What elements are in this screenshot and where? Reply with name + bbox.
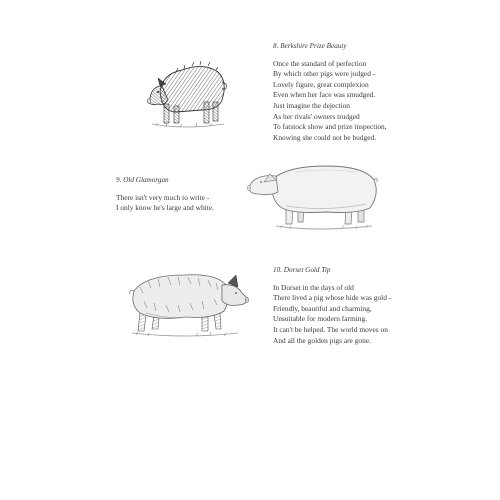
poem-line: It can't be helped. The world moves on xyxy=(273,324,388,334)
poem-line: Just imagine the dejection xyxy=(273,100,350,110)
poem-berkshire-prize-beauty xyxy=(273,41,387,143)
berkshire-pig-icon xyxy=(146,52,230,132)
poem-line: Lovely figure, great complexion xyxy=(273,79,369,89)
gold-tip-pig-icon xyxy=(126,267,250,341)
poem-line: Friendly, beautiful and charming, xyxy=(273,303,372,313)
poem-line: And all the golden pigs are gone. xyxy=(273,335,371,345)
poem-line: In Dorset in the days of old xyxy=(273,282,354,292)
white-pig-icon xyxy=(246,158,380,234)
poem-title: 8. Berkshire Prize Beauty xyxy=(273,42,347,50)
poem-title: 10. Dorset Gold Tip xyxy=(273,266,331,274)
poem-line: Even when her face was smudged. xyxy=(273,90,376,100)
poem-line: Knowing she could not be budged. xyxy=(273,132,377,142)
poem-dorset-gold-tip xyxy=(273,265,391,346)
poem-old-glamorgan xyxy=(116,175,214,214)
poem-title: 9. Old Glamorgan xyxy=(116,176,169,184)
poem-line: To fatstock show and prize inspection, xyxy=(273,122,387,132)
poem-line: There isn't very much to write - xyxy=(116,192,210,202)
poem-line: Unsuitable for modern farming. xyxy=(273,314,367,324)
poem-line: Once the standard of perfection xyxy=(273,58,367,68)
poem-line: As her rivals' owners trudged xyxy=(273,111,360,121)
poem-line: By which other pigs were judged - xyxy=(273,69,376,79)
poem-line: There lived a pig whose hide was gold - xyxy=(273,293,392,303)
poem-line: I only know he's large and white. xyxy=(116,203,214,213)
